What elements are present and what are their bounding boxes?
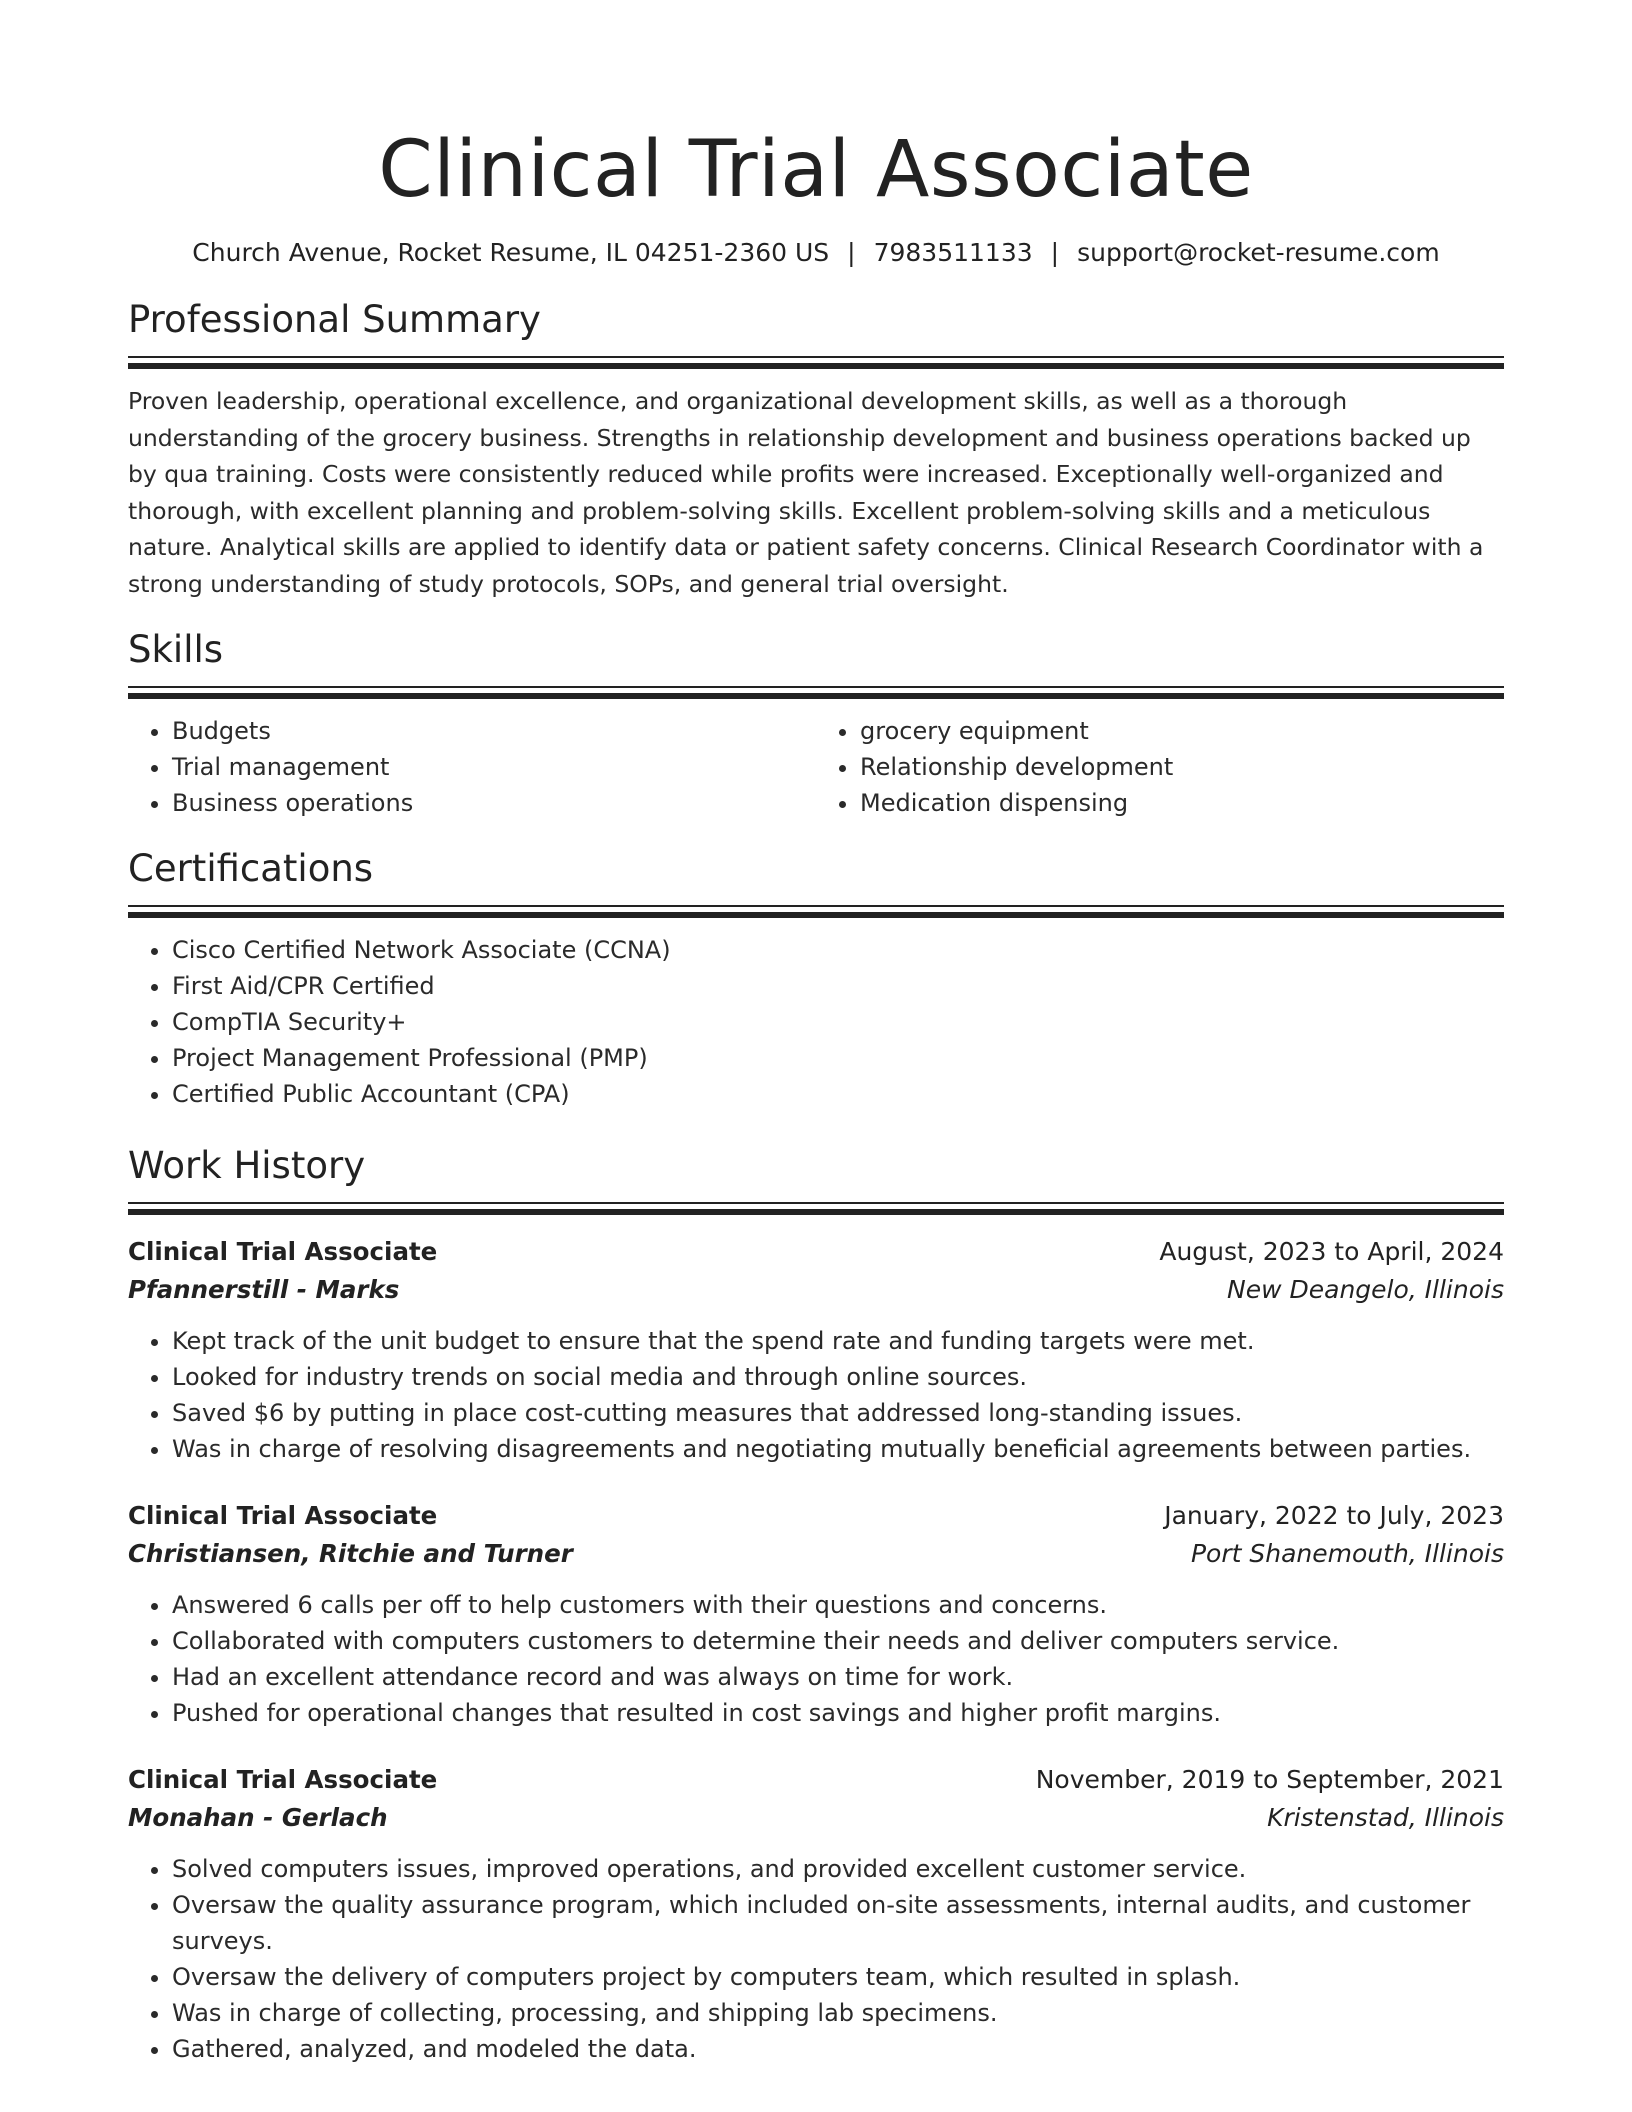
job-company: Christiansen, Ritchie and Turner: [128, 1539, 573, 1568]
summary-section: [128, 296, 1504, 602]
section-divider: [128, 1202, 1504, 1215]
job-dates: August, 2023 to April, 2024: [1159, 1237, 1504, 1266]
job-company: Monahan - Gerlach: [128, 1803, 388, 1832]
summary-text: Proven leadership, operational excellence, and organizational development skills, as well as a thorough understanding of the grocery business. Strengths in relationship development and business operations backed up by qua training. Costs were consistently reduced while profits were increased. Exceptionally well-organized and thorough, with excellent planning and problem-solving skills. Excellent problem-solving skills and a meticulous nature. Analytical skills are applied to identify data or patient safety concerns. Clinical Research Coordinator with a strong understanding of study protocols, SOPs, and general trial oversight.: [128, 387, 1484, 598]
job-location: Kristenstad, Illinois: [1267, 1803, 1504, 1832]
certifications-heading: Certifications: [128, 847, 374, 890]
skill-item: • Relationship development: [860, 749, 1504, 785]
job-location: New Deangelo, Illinois: [1227, 1275, 1504, 1304]
contact-email: support@rocket-resume.com: [1077, 238, 1440, 267]
skills-list-right: [816, 713, 1504, 821]
skill-item: • grocery equipment: [860, 713, 1504, 749]
work-history-section: [128, 1142, 1504, 2067]
job-dates: January, 2022 to July, 2023: [1164, 1501, 1504, 1530]
contact-separator: |: [1050, 238, 1060, 267]
skill-item: • Medication dispensing: [860, 785, 1504, 821]
job-bullet: • Was in charge of collecting, processing, and shipping lab specimens.: [172, 1995, 1504, 2031]
certification-item: • Cisco Certified Network Associate (CCNA): [172, 932, 1504, 968]
contact-address: Church Avenue, Rocket Resume, IL 04251-2360 US: [192, 238, 830, 267]
skill-item: • Budgets: [172, 713, 816, 749]
job-title: Clinical Trial Associate: [128, 1237, 438, 1266]
skills-grid: [128, 713, 1504, 821]
skill-item: • Trial management: [172, 749, 816, 785]
job-entry: [128, 1497, 1504, 1731]
contact-line: [128, 236, 1504, 270]
job-bullet: • Oversaw the quality assurance program, which included on-site assessments, internal audits, and customer surveys.: [172, 1887, 1504, 1959]
skills-heading: Skills: [128, 628, 224, 671]
summary-heading: Professional Summary: [128, 298, 541, 341]
job-entry: [128, 1761, 1504, 2067]
job-entry: [128, 1233, 1504, 1467]
job-bullet: • Kept track of the unit budget to ensure that the spend rate and funding targets were met.: [172, 1323, 1504, 1359]
job-dates: November, 2019 to September, 2021: [1035, 1765, 1504, 1794]
skills-list-left: [128, 713, 816, 821]
work-history-heading: Work History: [128, 1144, 366, 1187]
job-bullet: • Oversaw the delivery of computers project by computers team, which resulted in splash.: [172, 1959, 1504, 1995]
job-bullet: • Was in charge of resolving disagreements and negotiating mutually beneficial agreements between parties.: [172, 1431, 1504, 1467]
certification-item: • CompTIA Security+: [172, 1004, 1504, 1040]
job-bullet: • Answered 6 calls per off to help customers with their questions and concerns.: [172, 1587, 1504, 1623]
certifications-list: [128, 932, 1504, 1112]
certification-item: • First Aid/CPR Certified: [172, 968, 1504, 1004]
skills-section: [128, 626, 1504, 821]
job-bullet: • Looked for industry trends on social media and through online sources.: [172, 1359, 1504, 1395]
section-divider: [128, 356, 1504, 369]
job-bullet: • Solved computers issues, improved operations, and provided excellent customer service.: [172, 1851, 1504, 1887]
job-location: Port Shanemouth, Illinois: [1190, 1539, 1504, 1568]
job-bullets: [128, 1851, 1504, 2067]
skill-item: • Business operations: [172, 785, 816, 821]
job-title: Clinical Trial Associate: [128, 1765, 438, 1794]
job-bullet: • Pushed for operational changes that resulted in cost savings and higher profit margins.: [172, 1695, 1504, 1731]
contact-phone: 7983511133: [873, 238, 1033, 267]
job-bullet: • Collaborated with computers customers to determine their needs and deliver computers service.: [172, 1623, 1504, 1659]
job-company: Pfannerstill - Marks: [128, 1275, 400, 1304]
job-bullet: • Had an excellent attendance record and was always on time for work.: [172, 1659, 1504, 1695]
certification-item: • Certified Public Accountant (CPA): [172, 1076, 1504, 1112]
job-bullets: [128, 1323, 1504, 1467]
job-bullets: [128, 1587, 1504, 1731]
contact-separator: |: [847, 238, 856, 267]
certification-item: • Project Management Professional (PMP): [172, 1040, 1504, 1076]
job-bullet: • Gathered, analyzed, and modeled the data.: [172, 2031, 1504, 2067]
resume-page: [128, 0, 1504, 2067]
section-divider: [128, 905, 1504, 918]
job-bullet: • Saved $6 by putting in place cost-cutting measures that addressed long-standing issues.: [172, 1395, 1504, 1431]
section-divider: [128, 686, 1504, 699]
candidate-name: Clinical Trial Associate: [378, 125, 1254, 215]
certifications-section: [128, 845, 1504, 1112]
job-title: Clinical Trial Associate: [128, 1501, 438, 1530]
